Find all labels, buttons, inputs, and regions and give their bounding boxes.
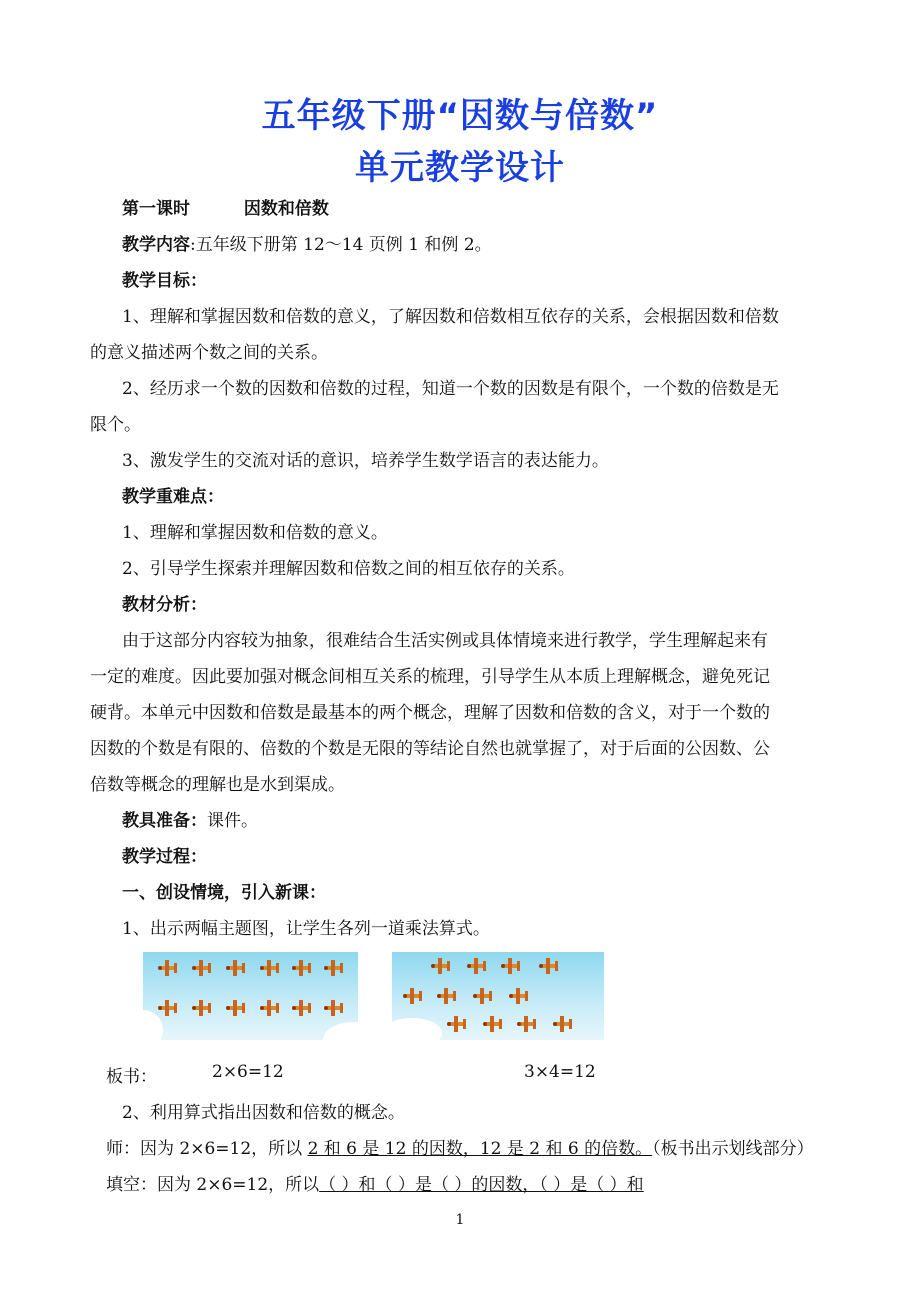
goal-1-line-1: 1、理解和掌握因数和倍数的意义，了解因数和倍数相互依存的关系，会根据因数和倍数 (122, 307, 779, 327)
lesson-name: 因数和倍数 (243, 199, 329, 219)
step-2: 2、利用算式指出因数和倍数的概念。 (122, 1103, 405, 1123)
key-points-label: 教学重难点： (122, 487, 224, 507)
document-title: 五年级下册“因数与倍数” (261, 96, 659, 136)
analysis-label: 教材分析： (122, 595, 207, 615)
analysis-line-2: 一定的难度。因此要加强对概念间相互关系的梳理，引导学生从本质上理解概念，避免死记 (90, 667, 770, 687)
tools-line (122, 806, 258, 831)
lesson-label: 第一课时 (122, 199, 190, 219)
teacher-underlined: 2 和 6 是 12 的因数，12 是 2 和 6 的倍数。 (307, 1139, 653, 1159)
teaching-content (122, 230, 492, 255)
document-subtitle: 单元教学设计 (355, 148, 565, 188)
theme-picture-planes-2x6 (143, 952, 358, 1040)
board-label: 板书： (106, 1067, 157, 1087)
goal-2-line-1: 2、经历求一个数的因数和倍数的过程，知道一个数的因数是有限个，一个数的倍数是无 (122, 379, 779, 399)
analysis-line-4: 因数的个数是有限的、倍数的个数是无限的等结论自然也就掌握了，对于后面的公因数、公 (90, 739, 770, 759)
theme-picture-planes-3x4 (392, 952, 604, 1040)
analysis-line-1: 由于这部分内容较为抽象，很难结合生活实例或具体情境来进行教学，学生理解起来有 (122, 631, 768, 651)
goal-1-line-2: 的意义描述两个数之间的关系。 (90, 343, 328, 363)
step-1: 1、出示两幅主题图，让学生各列一道乘法算式。 (122, 919, 490, 939)
fill-underlined: （ ）和（ ）是（ ）的因数，（ ）是（ ）和 (319, 1175, 644, 1195)
tools-label: 教具准备： (122, 811, 207, 831)
tools-text: 课件。 (207, 811, 258, 831)
teacher-line (106, 1134, 814, 1159)
section-1-title: 一、创设情境，引入新课： (122, 883, 326, 903)
lesson-heading (122, 194, 329, 219)
fill-line (106, 1170, 644, 1195)
content-text: :五年级下册第 12～14 页例 1 和例 2。 (190, 235, 492, 255)
content-label: 教学内容 (122, 235, 190, 255)
planes-2x6-image (143, 952, 358, 1040)
board-equation-1: 2×6=12 (212, 1062, 284, 1082)
key-point-2: 2、引导学生探索并理解因数和倍数之间的相互依存的关系。 (122, 559, 575, 579)
teacher-suffix: （板书出示划线部分） (652, 1139, 814, 1159)
board-equation-2: 3×4=12 (524, 1062, 596, 1082)
fill-prefix: 填空：因为 2×6=12，所以 (106, 1175, 320, 1195)
analysis-line-5: 倍数等概念的理解也是水到渠成。 (90, 775, 345, 795)
key-point-1: 1、理解和掌握因数和倍数的意义。 (122, 523, 388, 543)
goal-3: 3、激发学生的交流对话的意识，培养学生数学语言的表达能力。 (122, 451, 609, 471)
process-label: 教学过程： (122, 847, 207, 867)
teacher-prefix: 师：因为 2×6=12，所以 (106, 1139, 303, 1159)
analysis-line-3: 硬背。本单元中因数和倍数是最基本的两个概念，理解了因数和倍数的含义，对于一个数的 (90, 703, 770, 723)
goals-label: 教学目标： (122, 271, 207, 291)
goal-2-line-2: 限个。 (90, 415, 141, 435)
page-number: 1 (455, 1212, 465, 1228)
